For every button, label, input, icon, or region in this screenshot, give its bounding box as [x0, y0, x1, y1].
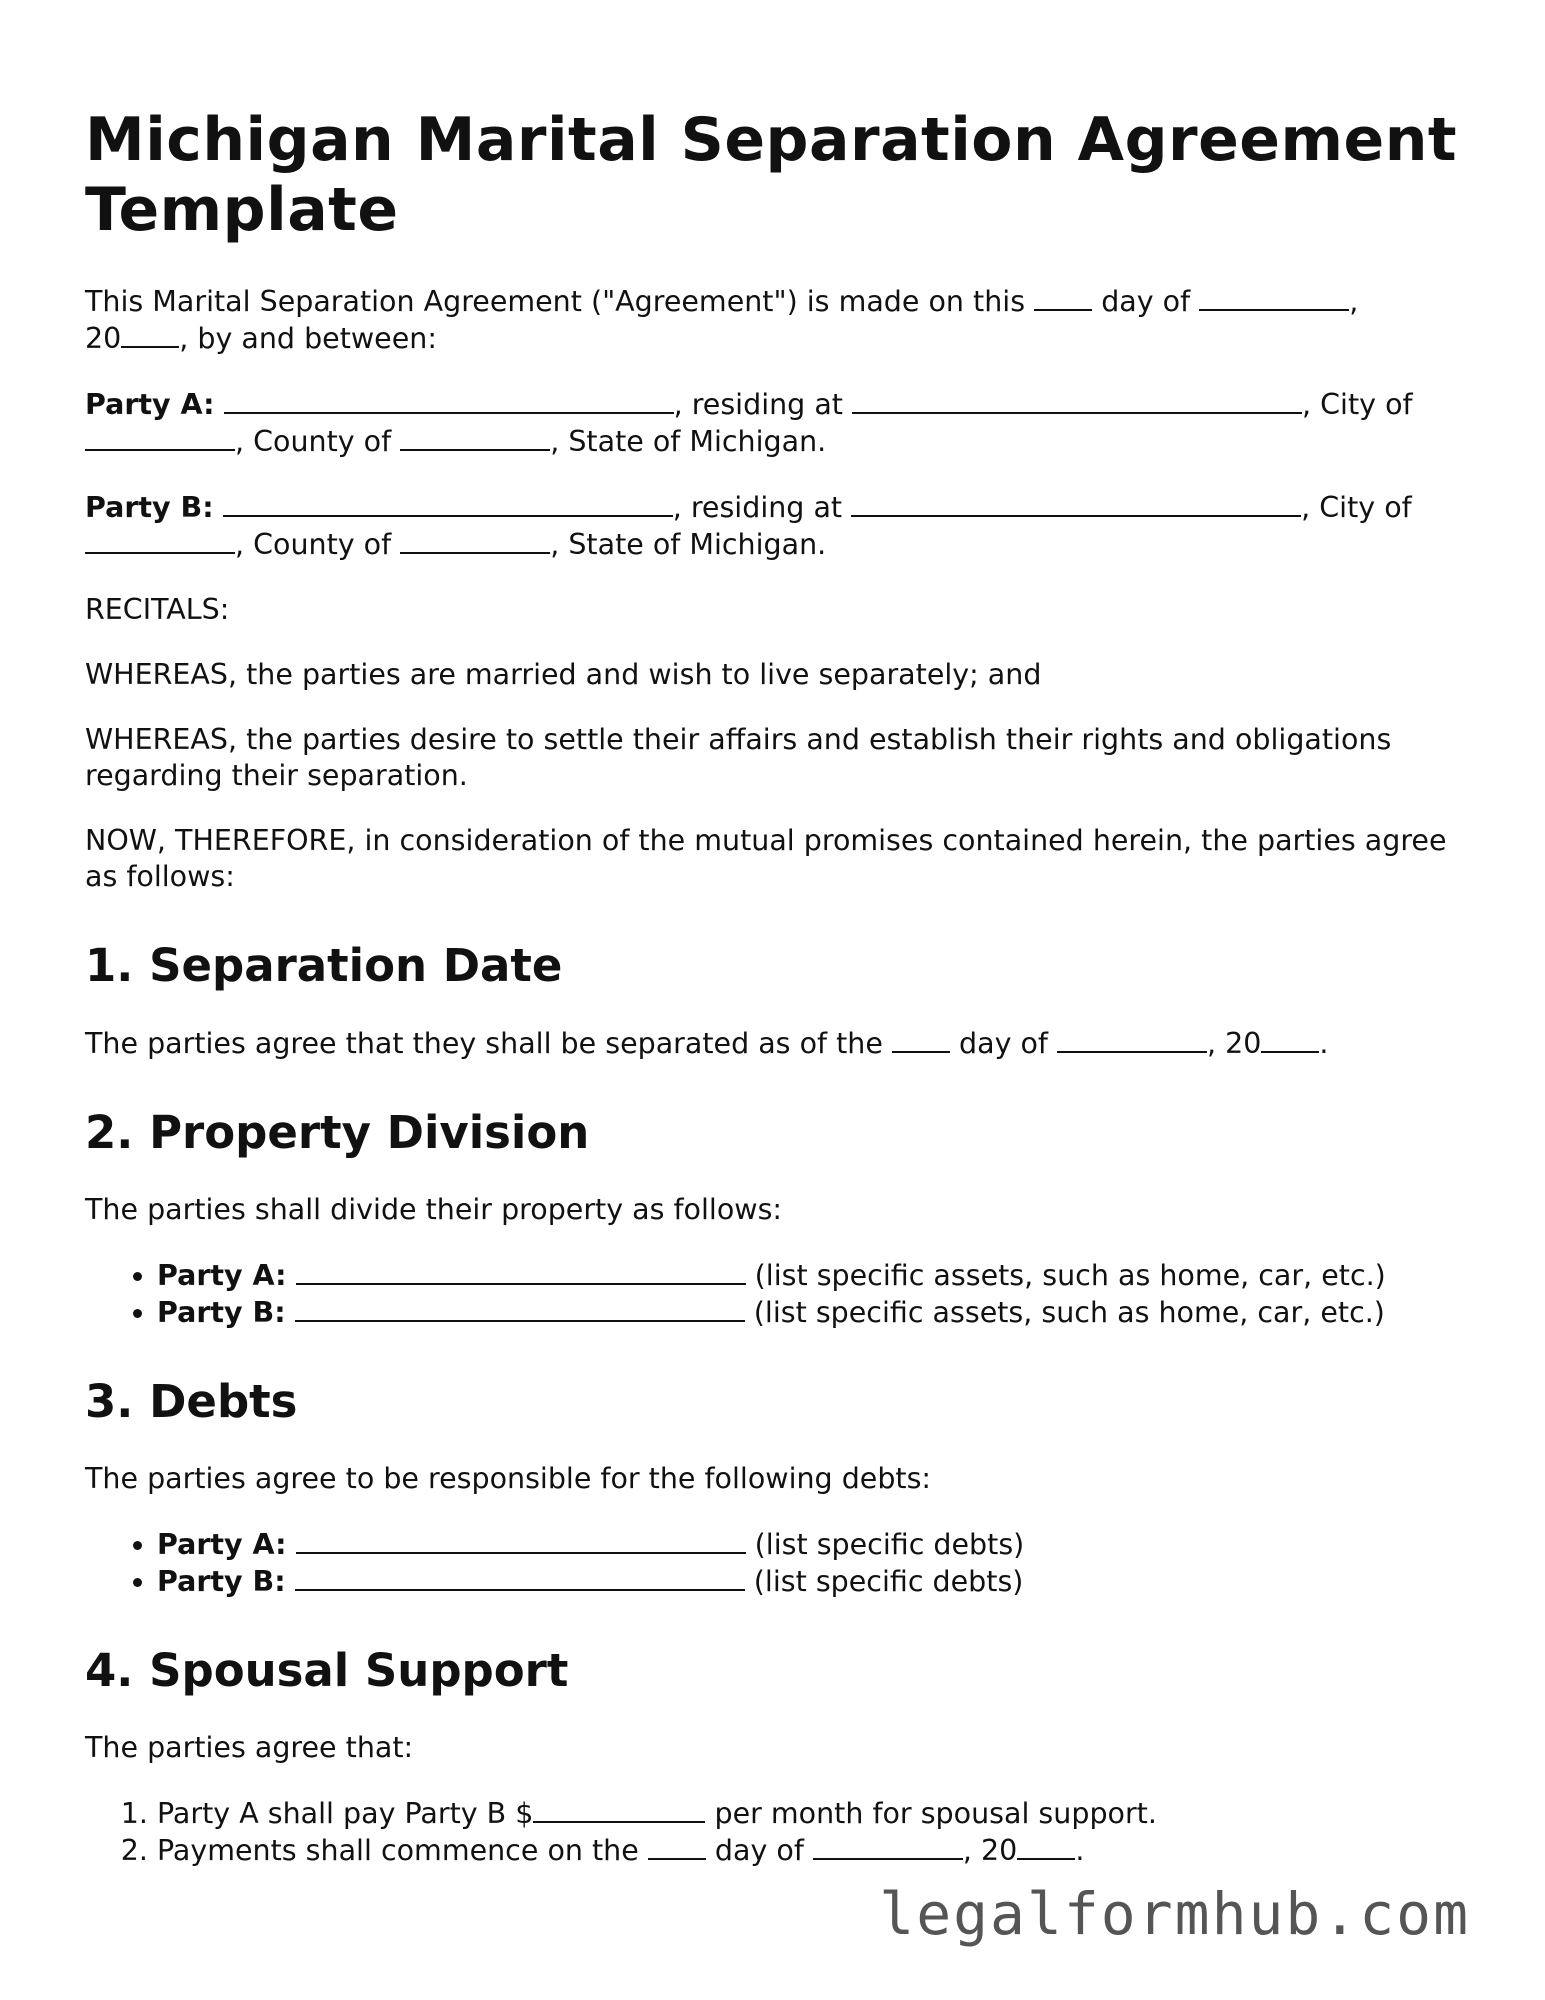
section-text: day of: [959, 1027, 1048, 1060]
blank-debts-party-a[interactable]: [296, 1526, 746, 1554]
blank-party-b-county[interactable]: [400, 526, 550, 554]
list-note: (list specific debts): [754, 1528, 1025, 1561]
blank-party-a-address[interactable]: [852, 386, 1302, 414]
intro-text: day of: [1101, 285, 1191, 318]
party-label: Party A:: [157, 1259, 287, 1292]
party-text: , residing at: [672, 491, 843, 524]
whereas-clause: WHEREAS, the parties are married and wish to live separately; and: [85, 658, 1042, 691]
section-heading-property-division: 2. Property Division: [85, 1106, 590, 1159]
now-therefore-clause: NOW, THEREFORE, in consideration of the mutual promises contained herein, the parties agree as follows:: [85, 824, 1447, 893]
whereas-clause: WHEREAS, the parties desire to settle their affairs and establish their rights and obligations regarding their separation.: [85, 723, 1392, 792]
list-item: [157, 1563, 1465, 1600]
list-item: [157, 1257, 1465, 1294]
page-title: Michigan Marital Separation Agreement Template: [85, 105, 1458, 245]
blank-property-party-a[interactable]: [296, 1257, 746, 1285]
list-text: day of: [714, 1834, 804, 1867]
list-text: Payments shall commence on the: [157, 1834, 639, 1867]
intro-text: This Marital Separation Agreement ("Agreement") is made on this: [85, 285, 1026, 318]
debts-intro: The parties agree to be responsible for the following debts:: [85, 1462, 932, 1495]
blank-year[interactable]: [121, 320, 179, 348]
party-text: , City of: [1301, 491, 1412, 524]
blank-separation-month[interactable]: [1057, 1025, 1207, 1053]
party-label: Party B:: [85, 491, 214, 524]
list-item: [157, 1526, 1465, 1563]
party-label: Party B:: [157, 1296, 286, 1329]
party-label: Party A:: [157, 1528, 287, 1561]
section-text: .: [1319, 1027, 1329, 1060]
property-list: [85, 1257, 1465, 1331]
blank-property-party-b[interactable]: [295, 1294, 745, 1322]
section-text: , 20: [1207, 1027, 1262, 1060]
list-text: per month for spousal support.: [714, 1797, 1157, 1830]
list-item: [157, 1795, 1465, 1832]
watermark: legalformhub.com: [879, 1880, 1470, 1948]
party-b-paragraph: [85, 489, 1465, 563]
list-text: , 20: [962, 1834, 1018, 1867]
blank-separation-day[interactable]: [892, 1025, 950, 1053]
blank-party-a-name[interactable]: [224, 386, 674, 414]
spousal-support-intro: The parties agree that:: [85, 1731, 414, 1764]
section-text: The parties agree that they shall be separated as of the: [85, 1027, 883, 1060]
blank-support-amount[interactable]: [533, 1795, 705, 1823]
party-text: , State of Michigan.: [550, 528, 827, 561]
blank-party-b-name[interactable]: [223, 489, 673, 517]
document-page: [85, 105, 1465, 1900]
property-intro: The parties shall divide their property as follows:: [85, 1193, 783, 1226]
party-text: , County of: [235, 425, 392, 458]
party-label: Party A:: [85, 388, 215, 421]
recitals-heading: RECITALS:: [85, 593, 230, 626]
blank-party-b-city[interactable]: [85, 526, 235, 554]
blank-support-month[interactable]: [813, 1832, 963, 1860]
party-text: , residing at: [673, 388, 843, 421]
blank-debts-party-b[interactable]: [295, 1563, 745, 1591]
party-text: , County of: [235, 528, 392, 561]
debts-list: [85, 1526, 1465, 1600]
blank-separation-year[interactable]: [1261, 1025, 1319, 1053]
list-text: .: [1075, 1834, 1085, 1867]
list-item: [157, 1832, 1465, 1869]
party-label: Party B:: [157, 1565, 286, 1598]
blank-party-b-address[interactable]: [851, 489, 1301, 517]
section-heading-spousal-support: 4. Spousal Support: [85, 1644, 569, 1697]
list-item: [157, 1294, 1465, 1331]
party-a-paragraph: [85, 386, 1465, 460]
list-note: (list specific debts): [753, 1565, 1024, 1598]
party-text: , State of Michigan.: [550, 425, 827, 458]
intro-text: ,: [1349, 285, 1359, 318]
blank-month[interactable]: [1199, 283, 1349, 311]
separation-date-paragraph: [85, 1025, 1465, 1062]
section-heading-separation-date: 1. Separation Date: [85, 939, 563, 992]
blank-support-day[interactable]: [648, 1832, 706, 1860]
intro-text: , by and between:: [179, 322, 437, 355]
list-note: (list specific assets, such as home, car, etc.): [754, 1259, 1386, 1292]
blank-party-a-county[interactable]: [400, 423, 550, 451]
blank-party-a-city[interactable]: [85, 423, 235, 451]
list-note: (list specific assets, such as home, car, etc.): [753, 1296, 1385, 1329]
blank-day[interactable]: [1034, 283, 1092, 311]
party-text: , City of: [1302, 388, 1413, 421]
spousal-support-list: [85, 1795, 1465, 1869]
blank-support-year[interactable]: [1017, 1832, 1075, 1860]
intro-text: 20: [85, 322, 122, 355]
intro-paragraph: [85, 283, 1465, 357]
section-heading-debts: 3. Debts: [85, 1375, 298, 1428]
list-text: Party A shall pay Party B $: [157, 1797, 534, 1830]
